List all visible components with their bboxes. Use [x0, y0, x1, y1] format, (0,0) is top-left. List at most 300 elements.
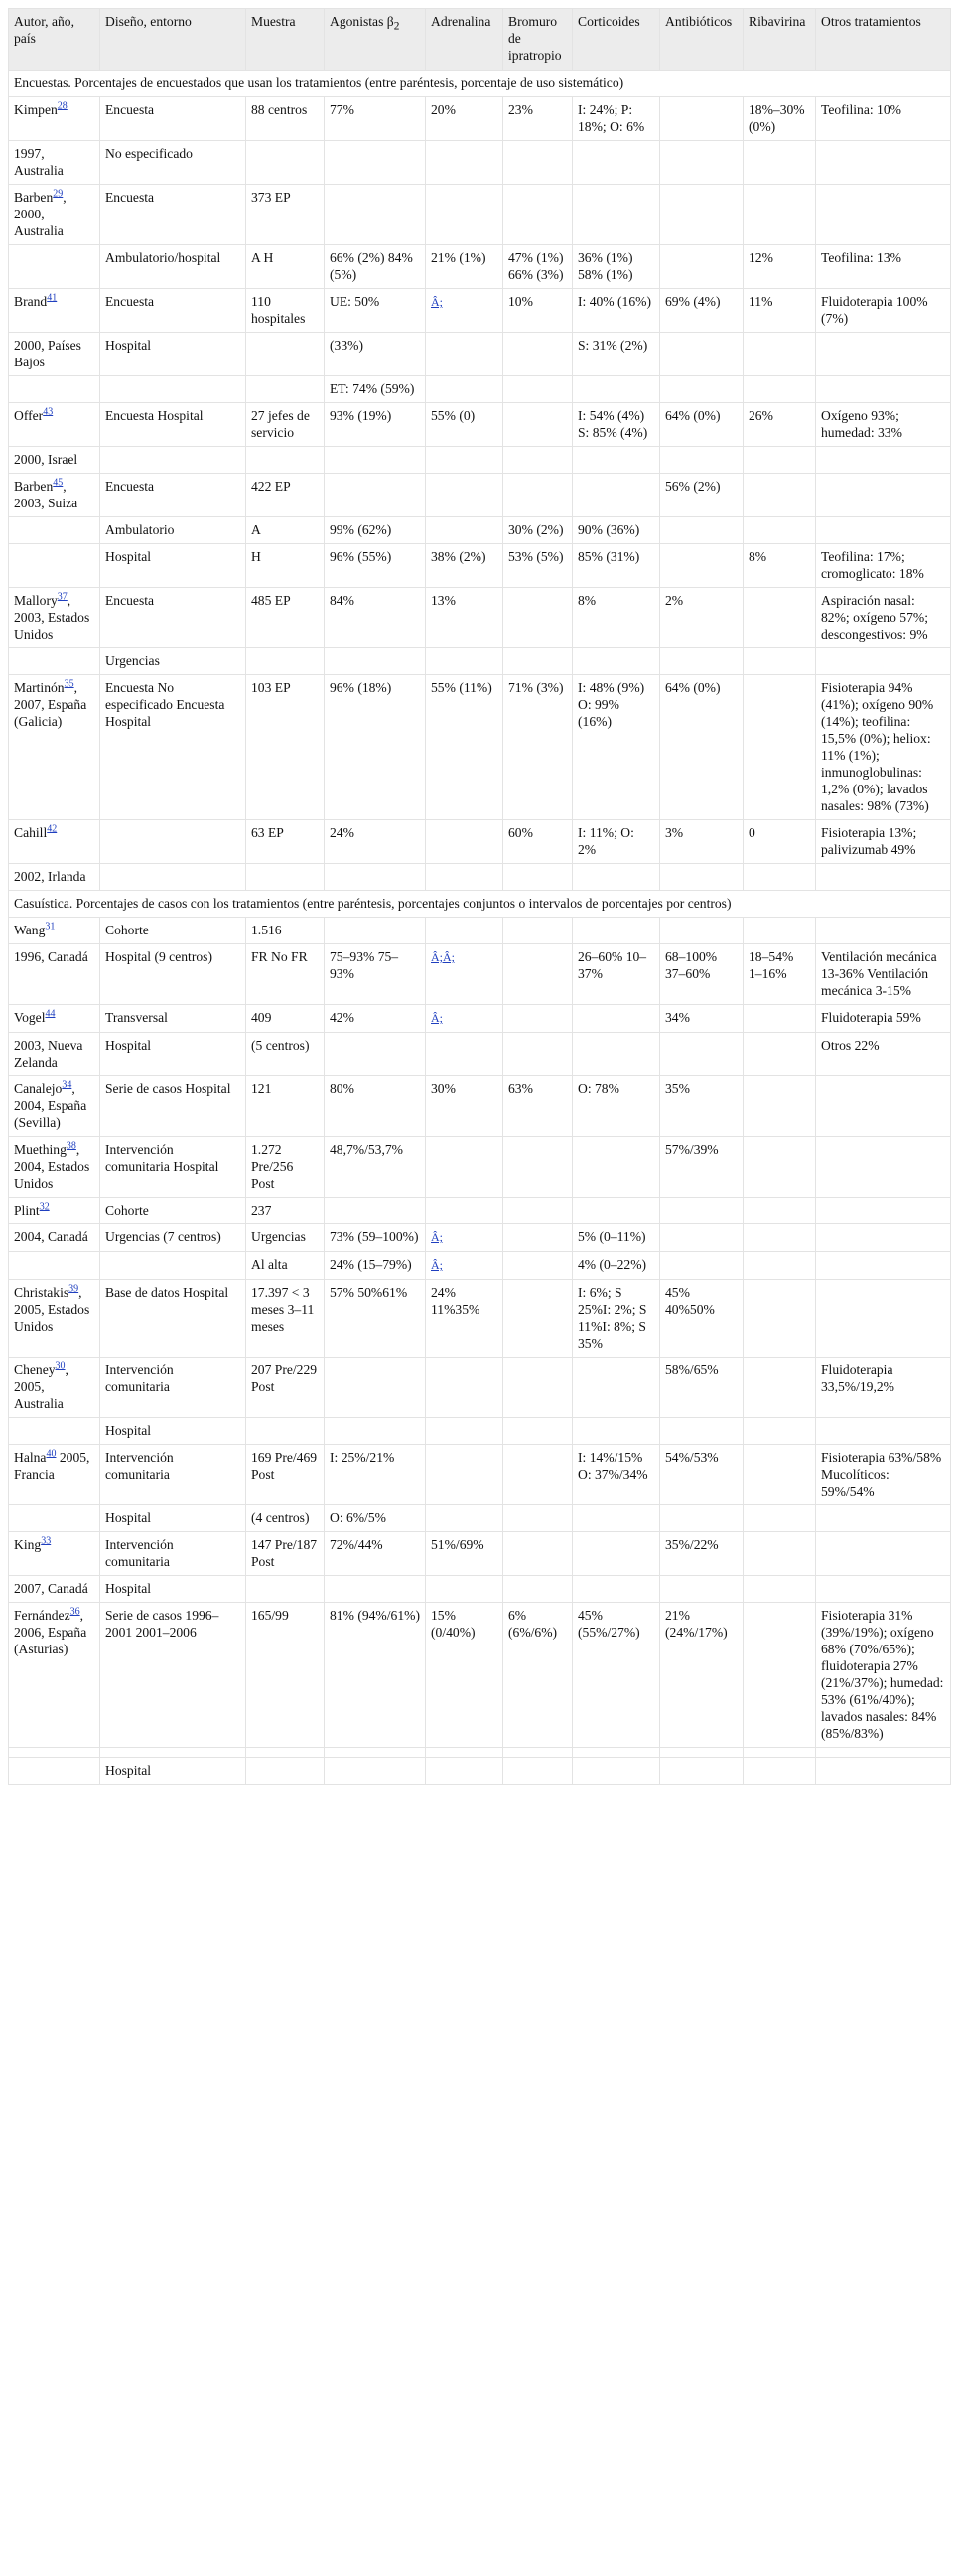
sample-cell: 422 EP — [246, 474, 325, 517]
ribavirin-cell — [744, 1137, 816, 1198]
antibiotics-cell: 21% (24%/17%) — [660, 1603, 744, 1748]
adrenaline-cell — [426, 1418, 503, 1445]
other-treatments-cell — [816, 517, 951, 544]
author-name: 1997, Australia — [14, 146, 64, 178]
ipratropium-cell: 23% — [503, 97, 573, 141]
antibiotics-cell: 35%/22% — [660, 1532, 744, 1576]
sample-cell — [246, 333, 325, 376]
ribavirin-cell — [744, 918, 816, 944]
corticoids-cell — [573, 1576, 660, 1603]
design-cell: Urgencias (7 centros) — [100, 1224, 246, 1252]
ribavirin-cell — [744, 1198, 816, 1224]
reference-link[interactable]: 31 — [45, 921, 56, 932]
sample-cell — [246, 864, 325, 891]
table-row — [9, 97, 951, 141]
ipratropium-cell — [503, 447, 573, 474]
corticoids-cell: S: 31% (2%) — [573, 333, 660, 376]
corticoids-cell — [573, 474, 660, 517]
author-name: Halna — [14, 1450, 47, 1465]
antibiotics-cell — [660, 141, 744, 185]
corticoids-cell — [573, 1358, 660, 1418]
design-cell: Hospital — [100, 1505, 246, 1532]
adrenaline-cell — [426, 1748, 503, 1758]
beta2-cell — [325, 1033, 426, 1076]
beta2-cell — [325, 1358, 426, 1418]
table-row — [9, 403, 951, 447]
design-cell: Intervención comunitaria — [100, 1532, 246, 1576]
ribavirin-cell — [744, 474, 816, 517]
reference-link[interactable]: 40 — [46, 1448, 57, 1460]
reference-link[interactable]: 33 — [41, 1535, 52, 1547]
author-year-country: , 2007, España (Galicia) — [14, 680, 87, 729]
reference-link[interactable]: 36 — [69, 1606, 80, 1618]
author-cell — [9, 474, 100, 517]
antibiotics-cell: 54%/53% — [660, 1445, 744, 1505]
corticoids-cell — [573, 1505, 660, 1532]
ipratropium-cell — [503, 1198, 573, 1224]
sample-cell: 373 EP — [246, 185, 325, 245]
sample-cell — [246, 1758, 325, 1785]
sample-cell: (4 centros) — [246, 1505, 325, 1532]
adrenaline-cell — [426, 185, 503, 245]
beta2-cell — [325, 1758, 426, 1785]
author-year-country: 2005, Francia — [14, 1450, 90, 1482]
corticoids-cell — [573, 185, 660, 245]
table-row — [9, 141, 951, 185]
sample-cell: Urgencias — [246, 1224, 325, 1252]
antibiotics-cell — [660, 1033, 744, 1076]
antibiotics-cell — [660, 1198, 744, 1224]
ribavirin-cell — [744, 1224, 816, 1252]
beta2-cell: 84% — [325, 588, 426, 648]
footnote-link[interactable]: Â; — [431, 1230, 443, 1244]
reference-link[interactable]: 38 — [66, 1140, 76, 1152]
adrenaline-cell — [426, 517, 503, 544]
antibiotics-cell — [660, 333, 744, 376]
other-treatments-cell: Ventilación mecánica 13-36% Ventilación mecánica 3-15% — [816, 944, 951, 1005]
author-cell — [9, 544, 100, 588]
table-row — [9, 376, 951, 403]
author-cell — [9, 141, 100, 185]
sample-cell: 147 Pre/187 Post — [246, 1532, 325, 1576]
corticoids-cell — [573, 1198, 660, 1224]
adrenaline-cell — [426, 1576, 503, 1603]
design-cell: Encuesta — [100, 588, 246, 648]
design-cell: Intervención comunitaria — [100, 1445, 246, 1505]
beta2-cell: 77% — [325, 97, 426, 141]
reference-link[interactable]: 44 — [45, 1008, 56, 1020]
author-name: 2000, Países Bajos — [14, 338, 81, 369]
design-cell: Hospital — [100, 1758, 246, 1785]
corticoids-cell: 36% (1%) 58% (1%) — [573, 245, 660, 289]
footnote-link[interactable]: Â; — [431, 1011, 443, 1025]
adrenaline-cell — [426, 1445, 503, 1505]
design-cell: Encuesta Hospital — [100, 403, 246, 447]
sample-cell: 88 centros — [246, 97, 325, 141]
table-row — [9, 1445, 951, 1505]
beta2-cell: UE: 50% — [325, 289, 426, 333]
ribavirin-cell — [744, 588, 816, 648]
design-cell — [100, 820, 246, 864]
corticoids-cell: I: 24%; P: 18%; O: 6% — [573, 97, 660, 141]
author-cell — [9, 648, 100, 675]
corticoids-cell — [573, 1418, 660, 1445]
column-header: Corticoides — [573, 9, 660, 71]
adrenaline-cell — [426, 944, 503, 1005]
author-cell — [9, 1418, 100, 1445]
beta2-cell: 72%/44% — [325, 1532, 426, 1576]
sample-cell: A H — [246, 245, 325, 289]
corticoids-cell — [573, 864, 660, 891]
design-cell: Intervención comunitaria Hospital — [100, 1137, 246, 1198]
table-row — [9, 1033, 951, 1076]
design-cell: Hospital — [100, 1576, 246, 1603]
antibiotics-cell — [660, 864, 744, 891]
other-treatments-cell — [816, 918, 951, 944]
other-treatments-cell — [816, 1758, 951, 1785]
table-row — [9, 1576, 951, 1603]
ipratropium-cell: 71% (3%) — [503, 675, 573, 820]
other-treatments-cell: Fisioterapia 13%; palivizumab 49% — [816, 820, 951, 864]
antibiotics-cell — [660, 544, 744, 588]
antibiotics-cell — [660, 447, 744, 474]
column-header: Muestra — [246, 9, 325, 71]
author-year-country: , 2005, Australia — [14, 1362, 68, 1411]
table-row — [9, 1224, 951, 1252]
treatments-table — [8, 8, 951, 1785]
sample-cell: (5 centros) — [246, 1033, 325, 1076]
reference-link[interactable]: 32 — [39, 1201, 50, 1213]
antibiotics-cell: 3% — [660, 820, 744, 864]
author-name: 2007, Canadá — [14, 1581, 88, 1596]
other-treatments-cell: Oxígeno 93%; humedad: 33% — [816, 403, 951, 447]
ipratropium-cell: 6% (6%/6%) — [503, 1603, 573, 1748]
table-row — [9, 333, 951, 376]
beta2-cell: 57% 50%61% — [325, 1280, 426, 1358]
ipratropium-cell — [503, 141, 573, 185]
table-row — [9, 1532, 951, 1576]
author-name: Kimpen — [14, 102, 58, 117]
corticoids-cell — [573, 1005, 660, 1033]
table-body — [9, 71, 951, 1785]
other-treatments-cell — [816, 333, 951, 376]
beta2-cell — [325, 1198, 426, 1224]
adrenaline-cell: 24% 11%35% — [426, 1280, 503, 1358]
ipratropium-cell — [503, 1532, 573, 1576]
antibiotics-cell: 64% (0%) — [660, 403, 744, 447]
ribavirin-cell — [744, 517, 816, 544]
sample-cell: 110 hospitales — [246, 289, 325, 333]
ipratropium-cell — [503, 1758, 573, 1785]
design-cell: Cohorte — [100, 1198, 246, 1224]
table-row — [9, 918, 951, 944]
author-name: 2000, Israel — [14, 452, 78, 467]
column-header: Otros tratamientos — [816, 9, 951, 71]
beta2-cell — [325, 1418, 426, 1445]
corticoids-cell — [573, 1758, 660, 1785]
corticoids-cell: 45% (55%/27%) — [573, 1603, 660, 1748]
footnote-link[interactable]: Â; — [431, 1258, 443, 1272]
table-row — [9, 289, 951, 333]
subscript: 2 — [393, 20, 400, 33]
antibiotics-cell: 58%/65% — [660, 1358, 744, 1418]
table-row — [9, 1252, 951, 1280]
corticoids-cell — [573, 141, 660, 185]
author-cell — [9, 1076, 100, 1137]
ipratropium-cell — [503, 1748, 573, 1758]
adrenaline-cell: 13% — [426, 588, 503, 648]
author-name: Mallory — [14, 593, 58, 608]
antibiotics-cell: 64% (0%) — [660, 675, 744, 820]
author-name: 2004, Canadá — [14, 1229, 88, 1244]
adrenaline-cell — [426, 1033, 503, 1076]
sample-cell — [246, 447, 325, 474]
antibiotics-cell — [660, 1252, 744, 1280]
design-cell: Ambulatorio — [100, 517, 246, 544]
author-name: Offer — [14, 408, 44, 423]
other-treatments-cell: Fisioterapia 63%/58% Mucolíticos: 59%/54% — [816, 1445, 951, 1505]
author-name: 2003, Nueva Zelanda — [14, 1038, 83, 1070]
ipratropium-cell: 63% — [503, 1076, 573, 1137]
sample-cell: 1.272 Pre/256 Post — [246, 1137, 325, 1198]
corticoids-cell: 4% (0–22%) — [573, 1252, 660, 1280]
section-title: Casuística. Porcentajes de casos con los tratamientos (entre paréntesis, porcentajes conjuntos o intervalos de porcentajes por centros) — [9, 891, 951, 918]
table-row — [9, 1505, 951, 1532]
beta2-cell: I: 25%/21% — [325, 1445, 426, 1505]
other-treatments-cell: Fisioterapia 31% (39%/19%); oxígeno 68% (70%/65%); fluidoterapia 27% (21%/37%); humedad: 53% (61%/40%); lavados nasales: 84% (85%/83%) — [816, 1603, 951, 1748]
other-treatments-cell — [816, 648, 951, 675]
sample-cell: Al alta — [246, 1252, 325, 1280]
corticoids-cell: 26–60% 10–37% — [573, 944, 660, 1005]
adrenaline-cell: 55% (0) — [426, 403, 503, 447]
beta2-cell: 81% (94%/61%) — [325, 1603, 426, 1748]
table-row — [9, 544, 951, 588]
design-cell: No especificado — [100, 141, 246, 185]
ribavirin-cell — [744, 864, 816, 891]
antibiotics-cell — [660, 1758, 744, 1785]
table-row — [9, 944, 951, 1005]
corticoids-cell — [573, 1033, 660, 1076]
antibiotics-cell — [660, 245, 744, 289]
author-cell — [9, 1358, 100, 1418]
ribavirin-cell: 18%–30% (0%) — [744, 97, 816, 141]
ipratropium-cell: 60% — [503, 820, 573, 864]
other-treatments-cell — [816, 1280, 951, 1358]
other-treatments-cell — [816, 1418, 951, 1445]
author-name: Cheney — [14, 1362, 56, 1377]
sample-cell — [246, 376, 325, 403]
corticoids-cell: 85% (31%) — [573, 544, 660, 588]
table-row — [9, 185, 951, 245]
reference-link[interactable]: 42 — [47, 823, 58, 835]
footnote-link[interactable]: Â; — [431, 295, 443, 309]
ribavirin-cell — [744, 675, 816, 820]
ribavirin-cell — [744, 1033, 816, 1076]
author-name: Fernández — [14, 1608, 70, 1623]
ipratropium-cell — [503, 376, 573, 403]
author-name: Vogel — [14, 1010, 46, 1025]
footnote-link[interactable]: Â;Â; — [431, 950, 455, 964]
author-name: Barben — [14, 190, 54, 205]
adrenaline-cell — [426, 1505, 503, 1532]
beta2-cell: 75–93% 75–93% — [325, 944, 426, 1005]
reference-link[interactable]: 41 — [47, 292, 58, 304]
author-cell — [9, 1280, 100, 1358]
antibiotics-cell — [660, 918, 744, 944]
antibiotics-cell: 57%/39% — [660, 1137, 744, 1198]
author-name: King — [14, 1537, 42, 1552]
other-treatments-cell: Aspiración nasal: 82%; oxígeno 57%; descongestivos: 9% — [816, 588, 951, 648]
reference-link[interactable]: 34 — [62, 1079, 72, 1091]
ribavirin-cell — [744, 1505, 816, 1532]
reference-link[interactable]: 35 — [64, 678, 74, 690]
ipratropium-cell — [503, 333, 573, 376]
ribavirin-cell: 18–54% 1–16% — [744, 944, 816, 1005]
table-row — [9, 1005, 951, 1033]
table-row — [9, 517, 951, 544]
adrenaline-cell: 38% (2%) — [426, 544, 503, 588]
author-name: 2002, Irlanda — [14, 869, 86, 884]
design-cell: Encuesta — [100, 185, 246, 245]
author-year-country: , 2005, Estados Unidos — [14, 1285, 90, 1334]
ipratropium-cell — [503, 864, 573, 891]
author-cell — [9, 675, 100, 820]
corticoids-cell: I: 14%/15% O: 37%/34% — [573, 1445, 660, 1505]
ribavirin-cell — [744, 1358, 816, 1418]
beta2-cell: 96% (55%) — [325, 544, 426, 588]
other-treatments-cell — [816, 1505, 951, 1532]
author-cell — [9, 864, 100, 891]
antibiotics-cell: 68–100% 37–60% — [660, 944, 744, 1005]
design-cell: Encuesta No especificado Encuesta Hospital — [100, 675, 246, 820]
other-treatments-cell — [816, 864, 951, 891]
ipratropium-cell: 30% (2%) — [503, 517, 573, 544]
author-year-country: , 2003, Estados Unidos — [14, 593, 90, 642]
antibiotics-cell: 56% (2%) — [660, 474, 744, 517]
author-cell — [9, 944, 100, 1005]
corticoids-cell: I: 6%; S 25%I: 2%; S 11%I: 8%; S 35% — [573, 1280, 660, 1358]
sample-cell: A — [246, 517, 325, 544]
sample-cell — [246, 1576, 325, 1603]
reference-link[interactable]: 39 — [68, 1283, 79, 1295]
corticoids-cell: I: 48% (9%) O: 99% (16%) — [573, 675, 660, 820]
design-cell: Urgencias — [100, 648, 246, 675]
table-header — [9, 9, 951, 71]
design-cell: Encuesta — [100, 97, 246, 141]
reference-link[interactable]: 30 — [55, 1360, 66, 1372]
author-cell — [9, 289, 100, 333]
adrenaline-cell — [426, 1198, 503, 1224]
ipratropium-cell — [503, 1505, 573, 1532]
antibiotics-cell — [660, 185, 744, 245]
ipratropium-cell — [503, 1576, 573, 1603]
author-cell — [9, 185, 100, 245]
other-treatments-cell — [816, 1137, 951, 1198]
design-cell: Serie de casos 1996–2001 2001–2006 — [100, 1603, 246, 1748]
author-cell — [9, 1532, 100, 1576]
sample-cell: 485 EP — [246, 588, 325, 648]
ribavirin-cell — [744, 1445, 816, 1505]
other-treatments-cell — [816, 141, 951, 185]
table-row — [9, 1280, 951, 1358]
table-row — [9, 864, 951, 891]
other-treatments-cell — [816, 447, 951, 474]
author-name: Barben — [14, 479, 54, 494]
other-treatments-cell: Fluidoterapia 33,5%/19,2% — [816, 1358, 951, 1418]
ipratropium-cell: 53% (5%) — [503, 544, 573, 588]
adrenaline-cell — [426, 1758, 503, 1785]
corticoids-cell — [573, 1137, 660, 1198]
header-row — [9, 9, 951, 71]
design-cell: Hospital (9 centros) — [100, 944, 246, 1005]
ribavirin-cell: 26% — [744, 403, 816, 447]
author-cell — [9, 588, 100, 648]
table-row — [9, 675, 951, 820]
reference-link[interactable]: 45 — [53, 477, 64, 489]
other-treatments-cell — [816, 474, 951, 517]
author-name: 1996, Canadá — [14, 949, 88, 964]
author-year-country: , 2000, Australia — [14, 190, 67, 238]
reference-link[interactable]: 37 — [57, 591, 68, 603]
antibiotics-cell — [660, 97, 744, 141]
beta2-cell: 99% (62%) — [325, 517, 426, 544]
antibiotics-cell — [660, 1576, 744, 1603]
reference-link[interactable]: 43 — [43, 406, 54, 418]
corticoids-cell — [573, 1748, 660, 1758]
corticoids-cell — [573, 376, 660, 403]
sample-cell: 207 Pre/229 Post — [246, 1358, 325, 1418]
reference-link[interactable]: 28 — [57, 100, 68, 112]
ribavirin-cell — [744, 1758, 816, 1785]
antibiotics-cell: 45% 40%50% — [660, 1280, 744, 1358]
other-treatments-cell — [816, 1198, 951, 1224]
sample-cell: 103 EP — [246, 675, 325, 820]
adrenaline-cell: 30% — [426, 1076, 503, 1137]
design-cell — [100, 376, 246, 403]
author-year-country: , 2003, Suiza — [14, 479, 78, 510]
antibiotics-cell — [660, 1418, 744, 1445]
column-header: Agonistas $\beta_2$ — [325, 9, 426, 71]
ribavirin-cell — [744, 141, 816, 185]
author-year-country: , 2006, España (Asturias) — [14, 1608, 87, 1656]
table-row — [9, 1076, 951, 1137]
author-cell — [9, 447, 100, 474]
author-name: Plint — [14, 1203, 40, 1217]
ipratropium-cell — [503, 1445, 573, 1505]
table-row — [9, 1198, 951, 1224]
sample-cell: 409 — [246, 1005, 325, 1033]
ribavirin-cell — [744, 1252, 816, 1280]
ribavirin-cell — [744, 1418, 816, 1445]
section-row — [9, 71, 951, 97]
ribavirin-cell — [744, 1748, 816, 1758]
column-header: Diseño, entorno — [100, 9, 246, 71]
author-name: Wang — [14, 923, 46, 937]
author-cell — [9, 1137, 100, 1198]
author-cell — [9, 1005, 100, 1033]
other-treatments-cell — [816, 1076, 951, 1137]
sample-cell: 17.397 < 3 meses 3–11 meses — [246, 1280, 325, 1358]
table-row — [9, 820, 951, 864]
table-row — [9, 1418, 951, 1445]
adrenaline-cell — [426, 864, 503, 891]
author-cell — [9, 918, 100, 944]
author-cell — [9, 376, 100, 403]
corticoids-cell — [573, 447, 660, 474]
reference-link[interactable]: 29 — [53, 188, 64, 200]
antibiotics-cell — [660, 1748, 744, 1758]
ipratropium-cell — [503, 1224, 573, 1252]
